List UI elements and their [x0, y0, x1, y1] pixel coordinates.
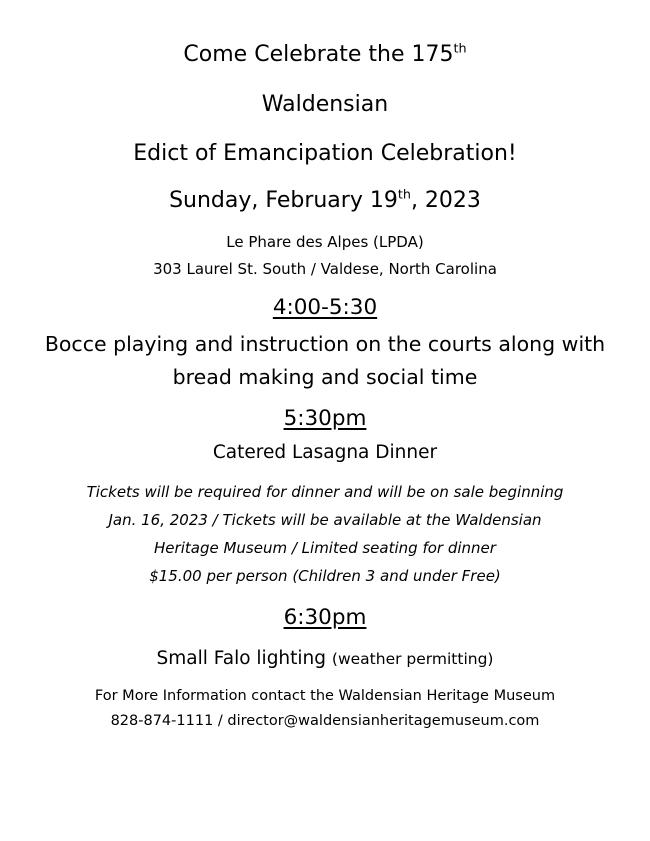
heading-line-1 — [0, 41, 650, 67]
heading-line-2: Waldensian — [261, 92, 389, 117]
session-1-description-line-2: bread making and social time — [172, 365, 478, 389]
contact-line-2: 828-874-1111 / director@waldensianheritagemuseum.com — [110, 713, 540, 729]
ticket-note-line-1: Tickets will be required for dinner and will be on sale beginning — [86, 483, 564, 501]
venue-address: 303 Laurel St. South / Valdese, North Carolina — [153, 260, 497, 278]
venue-name: Le Phare des Alpes (LPDA) — [226, 233, 424, 251]
session-2-title: Catered Lasagna Dinner — [212, 442, 438, 463]
ticket-note-line-4: $15.00 per person (Children 3 and under Free) — [149, 567, 501, 585]
event-date-superscript: th — [397, 187, 411, 203]
heading-line-1-text: Come Celebrate the 175 — [183, 42, 454, 67]
session-3-time: 6:30pm — [283, 605, 367, 630]
event-date-main: Sunday, February 19 — [169, 188, 398, 213]
ticket-note-line-2: Jan. 16, 2023 / Tickets will be available at the Waldensian — [108, 511, 542, 529]
session-2-time: 5:30pm — [283, 406, 367, 431]
heading-line-1-superscript: th — [453, 41, 467, 57]
session-1-time: 4:00-5:30 — [272, 295, 378, 320]
session-3-title — [0, 650, 650, 669]
event-date-year: , 2023 — [410, 188, 481, 213]
session-3-title-text: Small Falo lighting — [156, 648, 327, 669]
event-date — [0, 187, 650, 213]
session-1-description-line-1: Bocce playing and instruction on the courts along with — [44, 332, 606, 356]
contact-line-1: For More Information contact the Waldensian Heritage Museum — [94, 688, 556, 704]
ticket-note-line-3: Heritage Museum / Limited seating for dinner — [154, 539, 496, 557]
heading-line-3: Edict of Emancipation Celebration! — [133, 141, 517, 166]
session-3-title-note: (weather permitting) — [331, 650, 494, 668]
